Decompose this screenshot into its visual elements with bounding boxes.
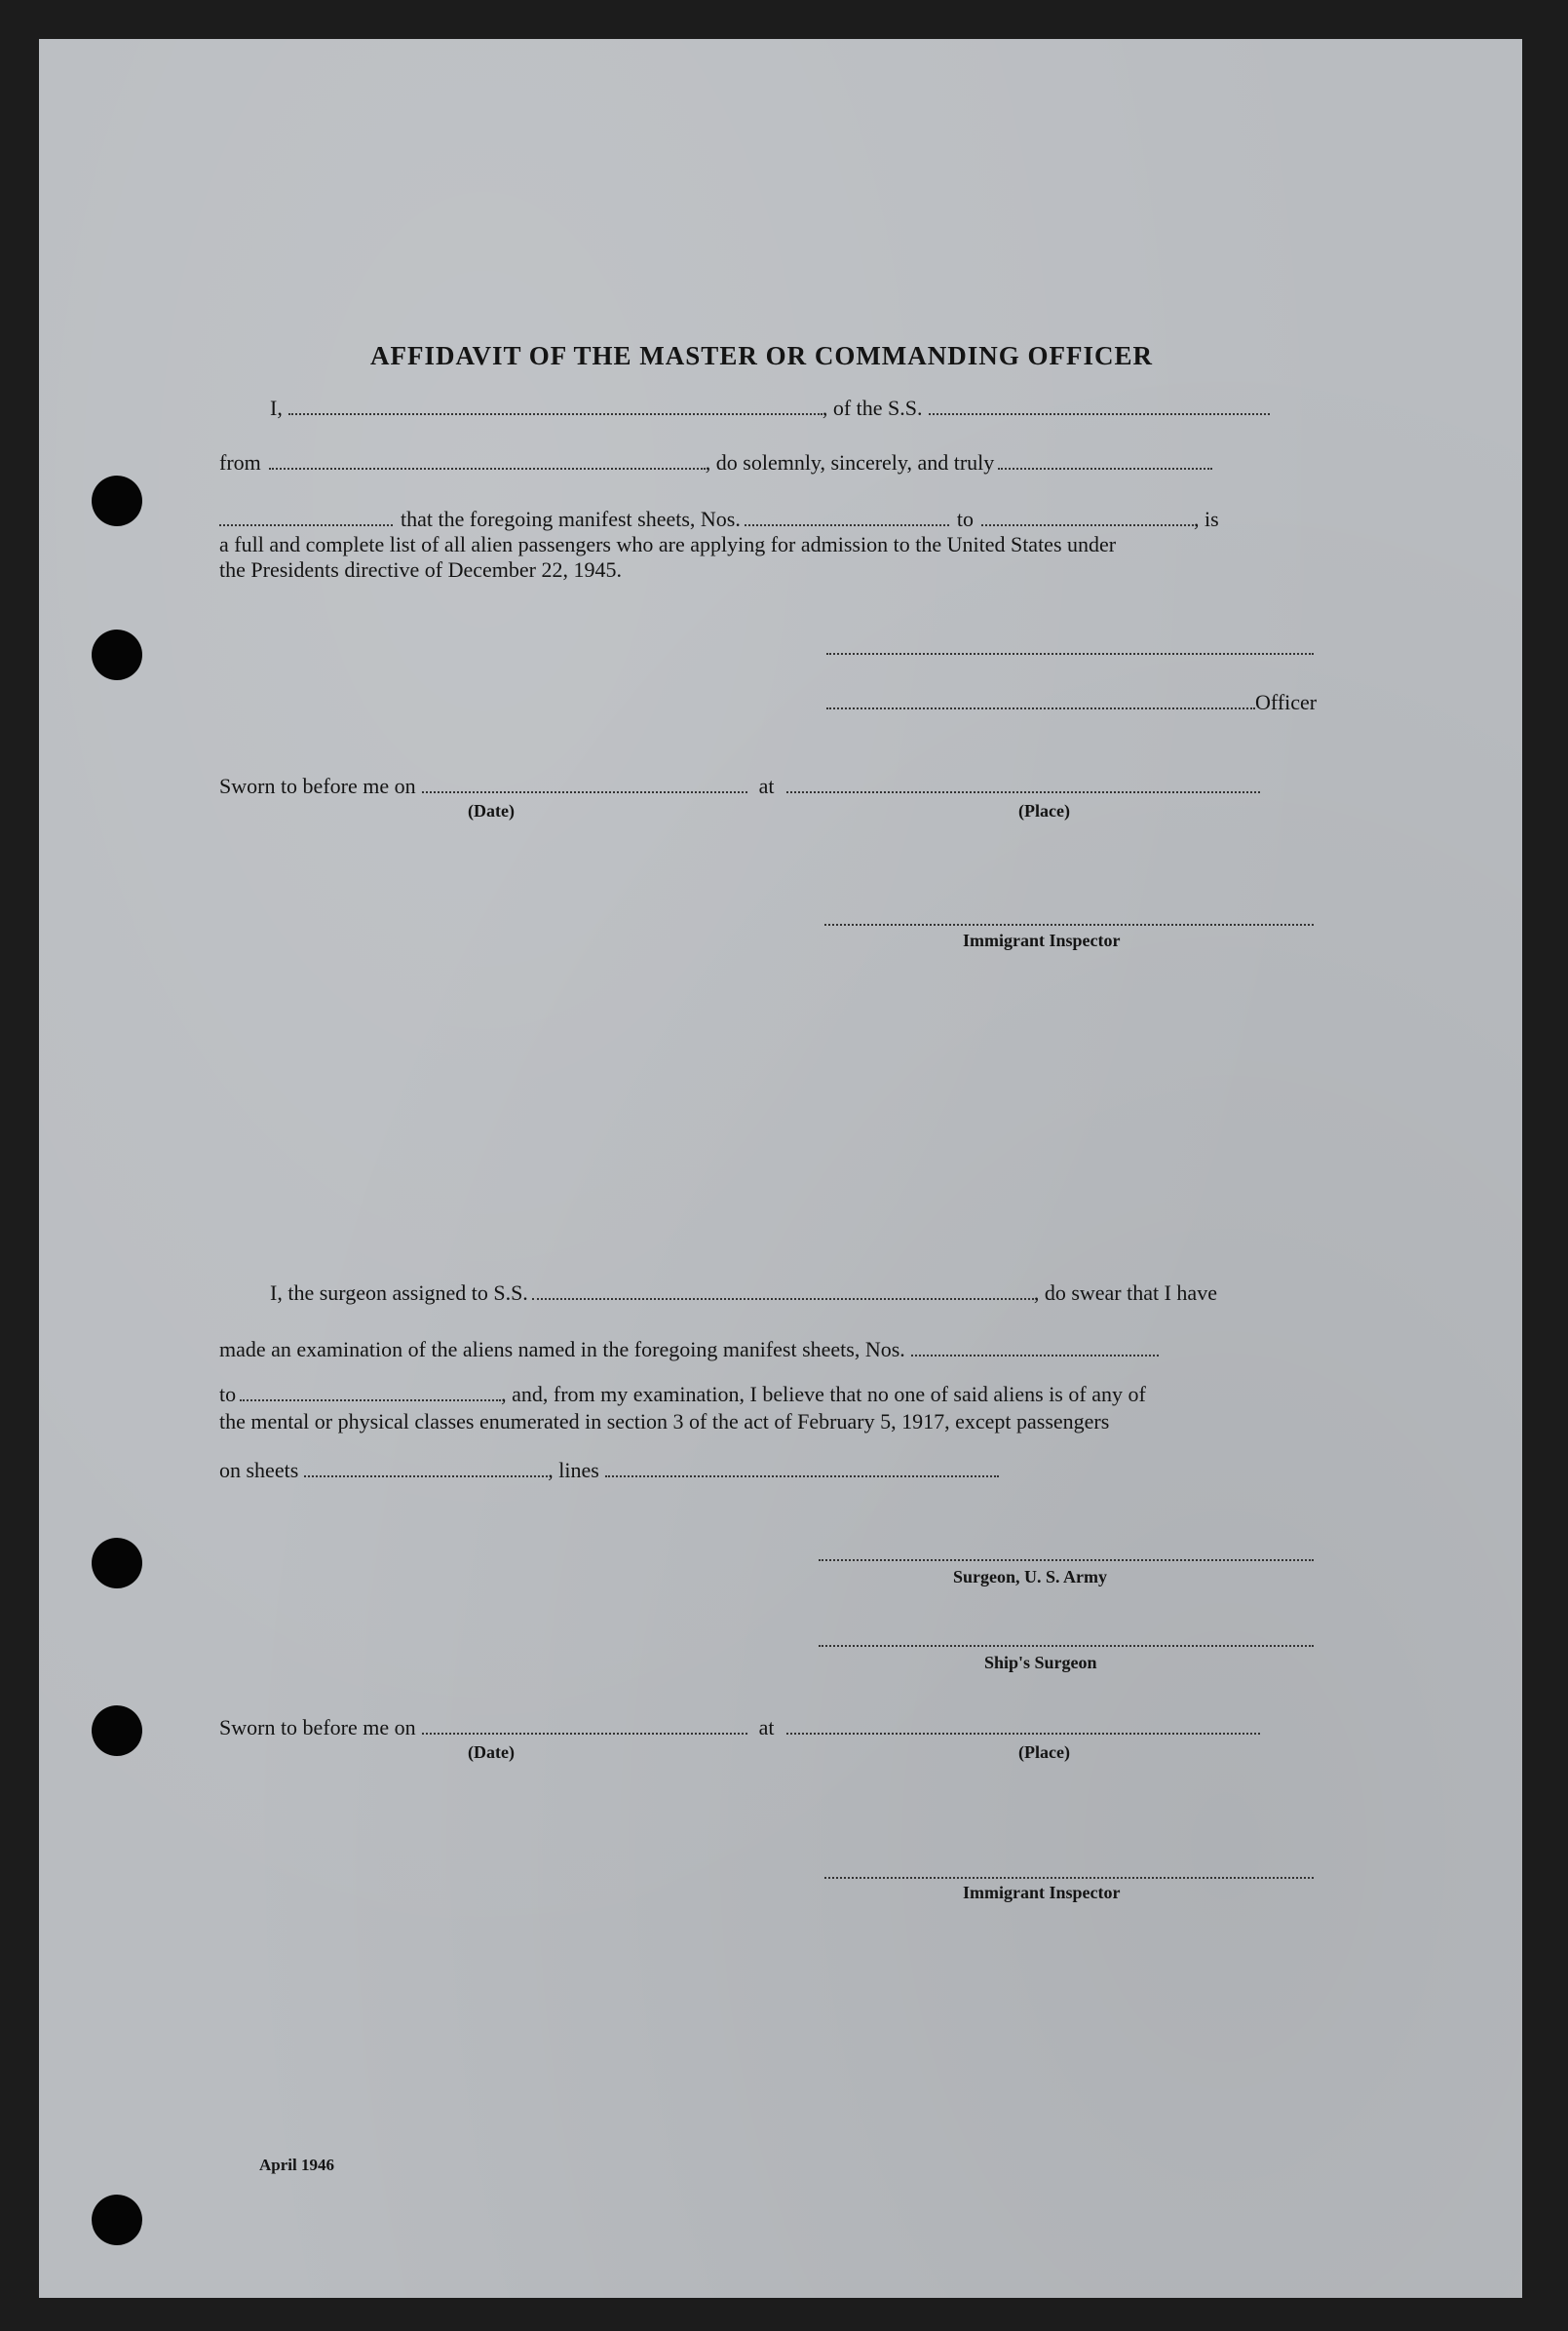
master-line-1-mid: , of the S.S. <box>822 396 923 420</box>
surgeon-manifest-to-field[interactable] <box>240 1382 501 1401</box>
oath-continued-field[interactable] <box>219 507 393 526</box>
master-line-1 <box>270 394 1270 423</box>
officer-line <box>826 688 1317 717</box>
manifest-from-field[interactable] <box>745 507 949 526</box>
master-line-2-mid: , do solemnly, sincerely, and truly <box>705 450 995 475</box>
master-sworn-at: at <box>758 774 775 798</box>
army-surgeon-caption: Surgeon, U. S. Army <box>953 1567 1108 1586</box>
ships-surgeon-signature-line[interactable] <box>819 1645 1314 1647</box>
surgeon-sworn-prefix: Sworn to before me on <box>219 1715 416 1739</box>
master-name-field[interactable] <box>288 396 822 415</box>
surgeon-line-5 <box>219 1456 999 1485</box>
excepted-lines-field[interactable] <box>605 1458 999 1477</box>
surgeon-sworn-date-field[interactable] <box>422 1715 747 1735</box>
surgeon-line-3-prefix: to <box>219 1382 237 1406</box>
master-line-4: a full and complete list of all alien passengers who are applying for admission to the United States under <box>219 532 1117 556</box>
document-title: AFFIDAVIT OF THE MASTER OR COMMANDING OFFICER <box>370 341 1154 370</box>
master-inspector-caption: Immigrant Inspector <box>963 931 1121 950</box>
form-date-footer: April 1946 <box>259 2156 334 2174</box>
excepted-sheets-field[interactable] <box>304 1458 548 1477</box>
surgeon-line-5-mid: , lines <box>548 1458 599 1482</box>
master-inspector-signature-line[interactable] <box>824 924 1314 926</box>
officer-signature-field[interactable] <box>826 690 1255 709</box>
surgeon-line-1-end: , do swear that I have <box>1033 1280 1217 1305</box>
master-line-2-prefix: from <box>219 450 261 475</box>
master-line-3-mid: that the foregoing manifest sheets, Nos. <box>401 507 741 531</box>
surgeon-line-3-mid: , and, from my examination, I believe that no one of said aliens is of any of <box>501 1382 1146 1406</box>
ships-surgeon-caption: Ship's Surgeon <box>984 1653 1097 1672</box>
master-date-caption: (Date) <box>468 801 515 821</box>
surgeon-sworn-place-field[interactable] <box>786 1715 1260 1735</box>
surgeon-ship-field[interactable] <box>532 1280 1034 1300</box>
surgeon-inspector-caption: Immigrant Inspector <box>963 1883 1121 1902</box>
army-surgeon-signature-line[interactable] <box>819 1559 1314 1561</box>
master-place-caption: (Place) <box>1018 801 1070 821</box>
master-sworn-place-field[interactable] <box>786 774 1260 793</box>
surgeon-sworn-at: at <box>758 1715 775 1739</box>
master-line-5: the Presidents directive of December 22, 1945. <box>219 557 622 582</box>
master-line-3-to: to <box>956 507 974 531</box>
ship-name-field[interactable] <box>929 396 1270 415</box>
surgeon-line-4: the mental or physical classes enumerated in section 3 of the act of February 5, 1917, except passengers <box>219 1409 1110 1433</box>
master-line-2 <box>219 448 1212 478</box>
surgeon-inspector-signature-line[interactable] <box>824 1877 1314 1879</box>
surgeon-line-3 <box>219 1380 1146 1409</box>
master-sworn-date-field[interactable] <box>422 774 747 793</box>
punch-hole <box>92 1538 142 1588</box>
surgeon-sworn-line <box>219 1713 1260 1742</box>
punch-hole <box>92 2195 142 2245</box>
officer-label: Officer <box>1255 690 1318 714</box>
master-line-1-prefix: I, <box>270 396 283 420</box>
surgeon-manifest-from-field[interactable] <box>911 1337 1159 1357</box>
surgeon-line-5-prefix: on sheets <box>219 1458 299 1482</box>
surgeon-line-1-prefix: I, the surgeon assigned to S.S. <box>270 1280 528 1305</box>
master-signature-line[interactable] <box>826 653 1314 655</box>
master-line-3-end: , is <box>1194 507 1219 531</box>
surgeon-place-caption: (Place) <box>1018 1742 1070 1762</box>
port-from-field[interactable] <box>269 450 706 470</box>
surgeon-date-caption: (Date) <box>468 1742 515 1762</box>
surgeon-line-2-text: made an examination of the aliens named in the foregoing manifest sheets, Nos. <box>219 1337 905 1361</box>
surgeon-line-2 <box>219 1335 1159 1364</box>
oath-field[interactable] <box>998 450 1212 470</box>
punch-hole <box>92 630 142 680</box>
master-sworn-prefix: Sworn to before me on <box>219 774 416 798</box>
manifest-to-field[interactable] <box>981 507 1194 526</box>
punch-hole <box>92 476 142 526</box>
surgeon-line-1 <box>270 1279 1217 1308</box>
punch-hole <box>92 1705 142 1756</box>
master-sworn-line <box>219 772 1260 801</box>
document-page <box>39 39 1522 2298</box>
